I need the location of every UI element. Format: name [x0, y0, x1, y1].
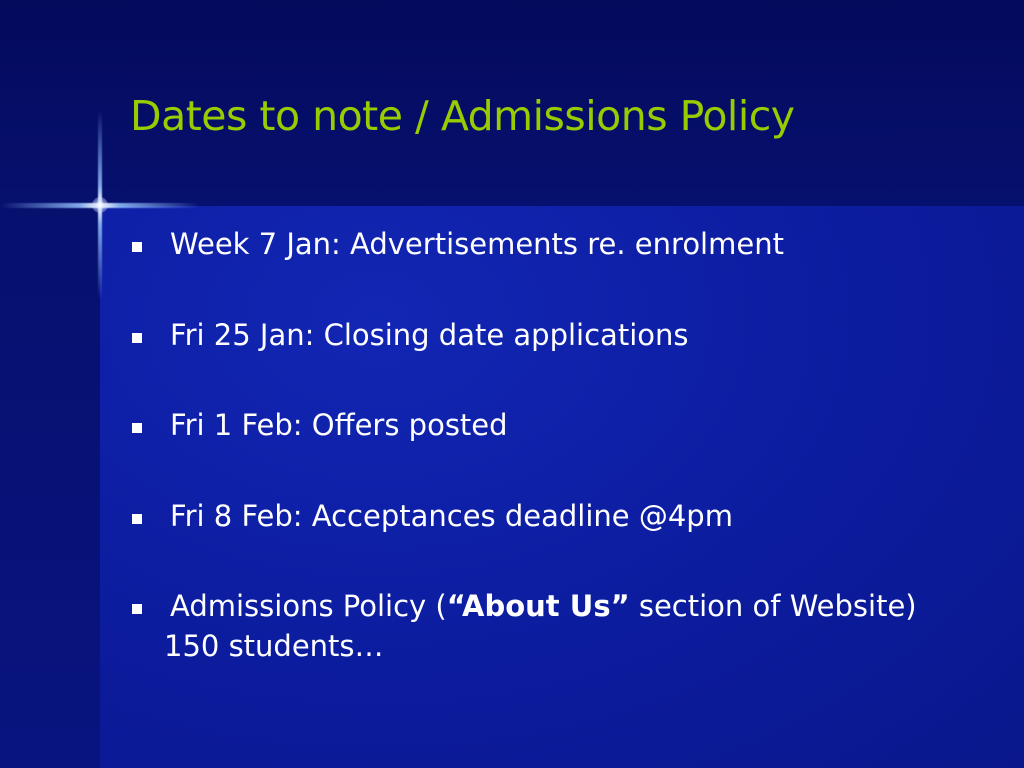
bullet-text [170, 588, 917, 624]
square-bullet-icon [132, 514, 142, 524]
square-bullet-icon [132, 423, 142, 433]
square-bullet-icon [132, 333, 142, 343]
square-bullet-icon [132, 604, 142, 614]
bullet-text: Fri 8 Feb: Acceptances deadline @4pm [170, 498, 733, 533]
bullet-text: Fri 1 Feb: Offers posted [170, 408, 508, 442]
bullet-item [130, 407, 917, 498]
admissions-policy-text: Admissions Policy ( [170, 589, 447, 623]
bullet-item [130, 226, 917, 317]
bullet-item-admissions-policy [130, 588, 917, 679]
star-flare-icon [92, 197, 108, 213]
left-band [0, 206, 100, 768]
slide-title: Dates to note / Admissions Policy [130, 92, 795, 140]
square-bullet-icon [132, 242, 142, 252]
bullet-item [130, 498, 917, 589]
bullet-list [130, 226, 917, 679]
website-section-text: section of Website) [629, 589, 917, 623]
bullet-item [130, 317, 917, 408]
students-count-text: 150 students… [164, 629, 384, 663]
bullet-text: Fri 25 Jan: Closing date applications [170, 317, 689, 352]
about-us-reference: “About Us” [446, 589, 630, 623]
bullet-text: Week 7 Jan: Advertisements re. enrolment [170, 227, 784, 261]
